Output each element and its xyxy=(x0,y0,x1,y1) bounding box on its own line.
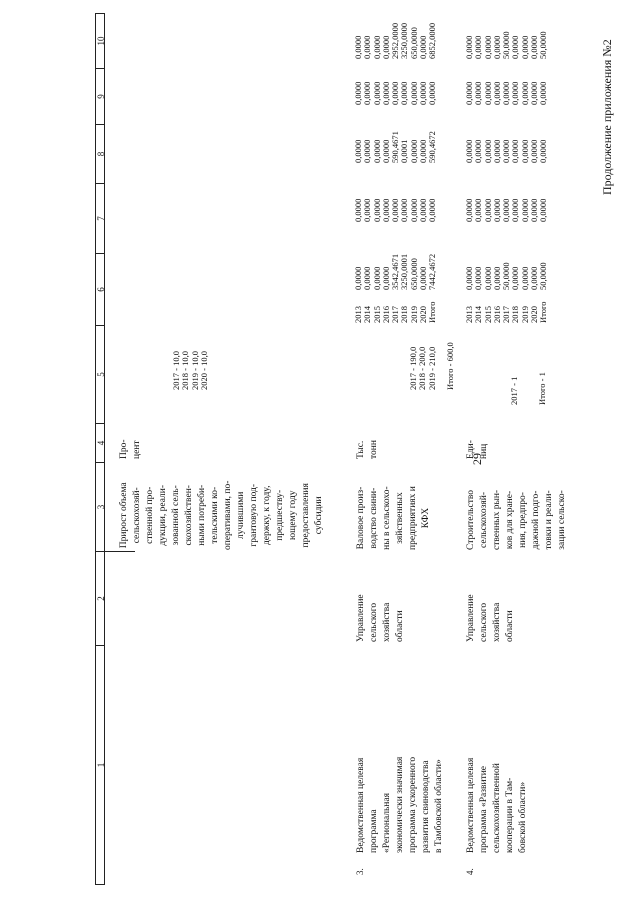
row3-federal: 0,0000 0,0000 0,0000 0,0000 0,0000 0,0000 0,0000 0,0000 0,0000 xyxy=(353,198,438,222)
row3-number: 3. xyxy=(355,868,365,875)
page-number: 29 xyxy=(470,453,484,465)
row3-unit: Тыс. тонн xyxy=(356,440,379,459)
row4-years: 2013 2014 2015 2016 2017 2018 2019 2020 Итого xyxy=(464,301,549,323)
header-col-5: 5 xyxy=(95,325,105,424)
row4-number: 4. xyxy=(465,868,475,875)
row4-federal: 0,0000 0,0000 0,0000 0,0000 0,0000 0,0000 0,0000 0,0000 0,0000 xyxy=(464,198,549,222)
row4-offbudget: 0,0000 0,0000 0,0000 0,0000 50,0000 0,0000 0,0000 0,0000 50,0000 xyxy=(464,31,549,59)
header-col-2: 2 xyxy=(95,551,105,646)
header-col-6: 6 xyxy=(95,253,105,326)
header-col-9: 9 xyxy=(95,68,105,125)
row3-years: 2013 2014 2015 2016 2017 2018 2019 2020 Итого xyxy=(353,301,438,323)
continuation-title: Продолжение приложения №2 xyxy=(600,39,614,195)
row3-regional: 0,0000 0,0000 0,0000 0,0000 590,4671 0,0001 0,0000 0,0000 590,4672 xyxy=(353,131,438,163)
header-col-4: 4 xyxy=(95,423,105,463)
header-col-10: 10 xyxy=(95,13,105,69)
prev-unit: Про- цент xyxy=(119,439,142,459)
row4-program: Ведомственная целевая программа «Развитие сельскохозяйственной кооперации в Там- бовской области» xyxy=(466,757,528,853)
row4-executor: Управление сельского хозяйства области xyxy=(466,594,515,642)
row4-indicator: Строительство сельскохозяй- ственных рын- ков для хране- ния, предпро- дажной подго- товки и реали- зации сельско- xyxy=(466,489,567,550)
row4-regional: 0,0000 0,0000 0,0000 0,0000 0,0000 0,0000 0,0000 0,0000 0,0000 xyxy=(464,139,549,163)
row4-unit: Еди- ниц xyxy=(466,440,489,459)
row4-targets: 2017 - 1 Итого - 1 xyxy=(509,372,547,405)
row3-program: Ведомственная целевая программа «Региональная экономически значимая программа ускоренного развития свиноводства в Тамбовской области» xyxy=(356,756,444,853)
prev-targets: 2017 - 10,0 2018 - 10,0 2019 - 10,0 2020 - 10,0 xyxy=(171,351,209,390)
row3-executor: Управление сельского хозяйства области xyxy=(356,594,405,642)
row4-total: 0,0000 0,0000 0,0000 0,0000 50,0000 0,0000 0,0000 0,0000 50,0000 xyxy=(464,262,549,290)
header-col-8: 8 xyxy=(95,124,105,184)
row3-local: 0,0000 0,0000 0,0000 0,0000 0,0000 0,0000 0,0000 0,0000 0,0000 xyxy=(353,81,438,105)
header-col-3: 3 xyxy=(95,462,105,552)
row3-total: 0,0000 0,0000 0,0000 0,0000 3542,4671 3250,0001 650,0000 0,0000 7442,4672 xyxy=(353,253,438,290)
row3-offbudget: 0,0000 0,0000 0,0000 0,0000 2952,0000 3250,0000 650,0000 0,0000 6852,0000 xyxy=(353,22,438,59)
table-rule xyxy=(105,551,135,552)
header-col-1: 1 xyxy=(95,645,105,885)
header-col-7: 7 xyxy=(95,183,105,254)
prev-indicator: Прирост объема сельскохозяй- ственной про- дукции, реали- зованной сель- скохозяйствен- ными потреби- тельскими ко- оперативами, по- лучившими грантовую под- держку, к году, предшеству- ющему году предоставления субсидии xyxy=(119,480,324,550)
row3-targets: 2017 - 190,0 2018 - 200,0 2019 - 210,0 Итого - 600,0 xyxy=(408,342,456,390)
row4-local: 0,0000 0,0000 0,0000 0,0000 0,0000 0,0000 0,0000 0,0000 0,0000 xyxy=(464,81,549,105)
row3-indicator: Валовое произ- водство свини- ны в сельскохо- зяйственных предприятиях и КФХ xyxy=(356,486,431,550)
